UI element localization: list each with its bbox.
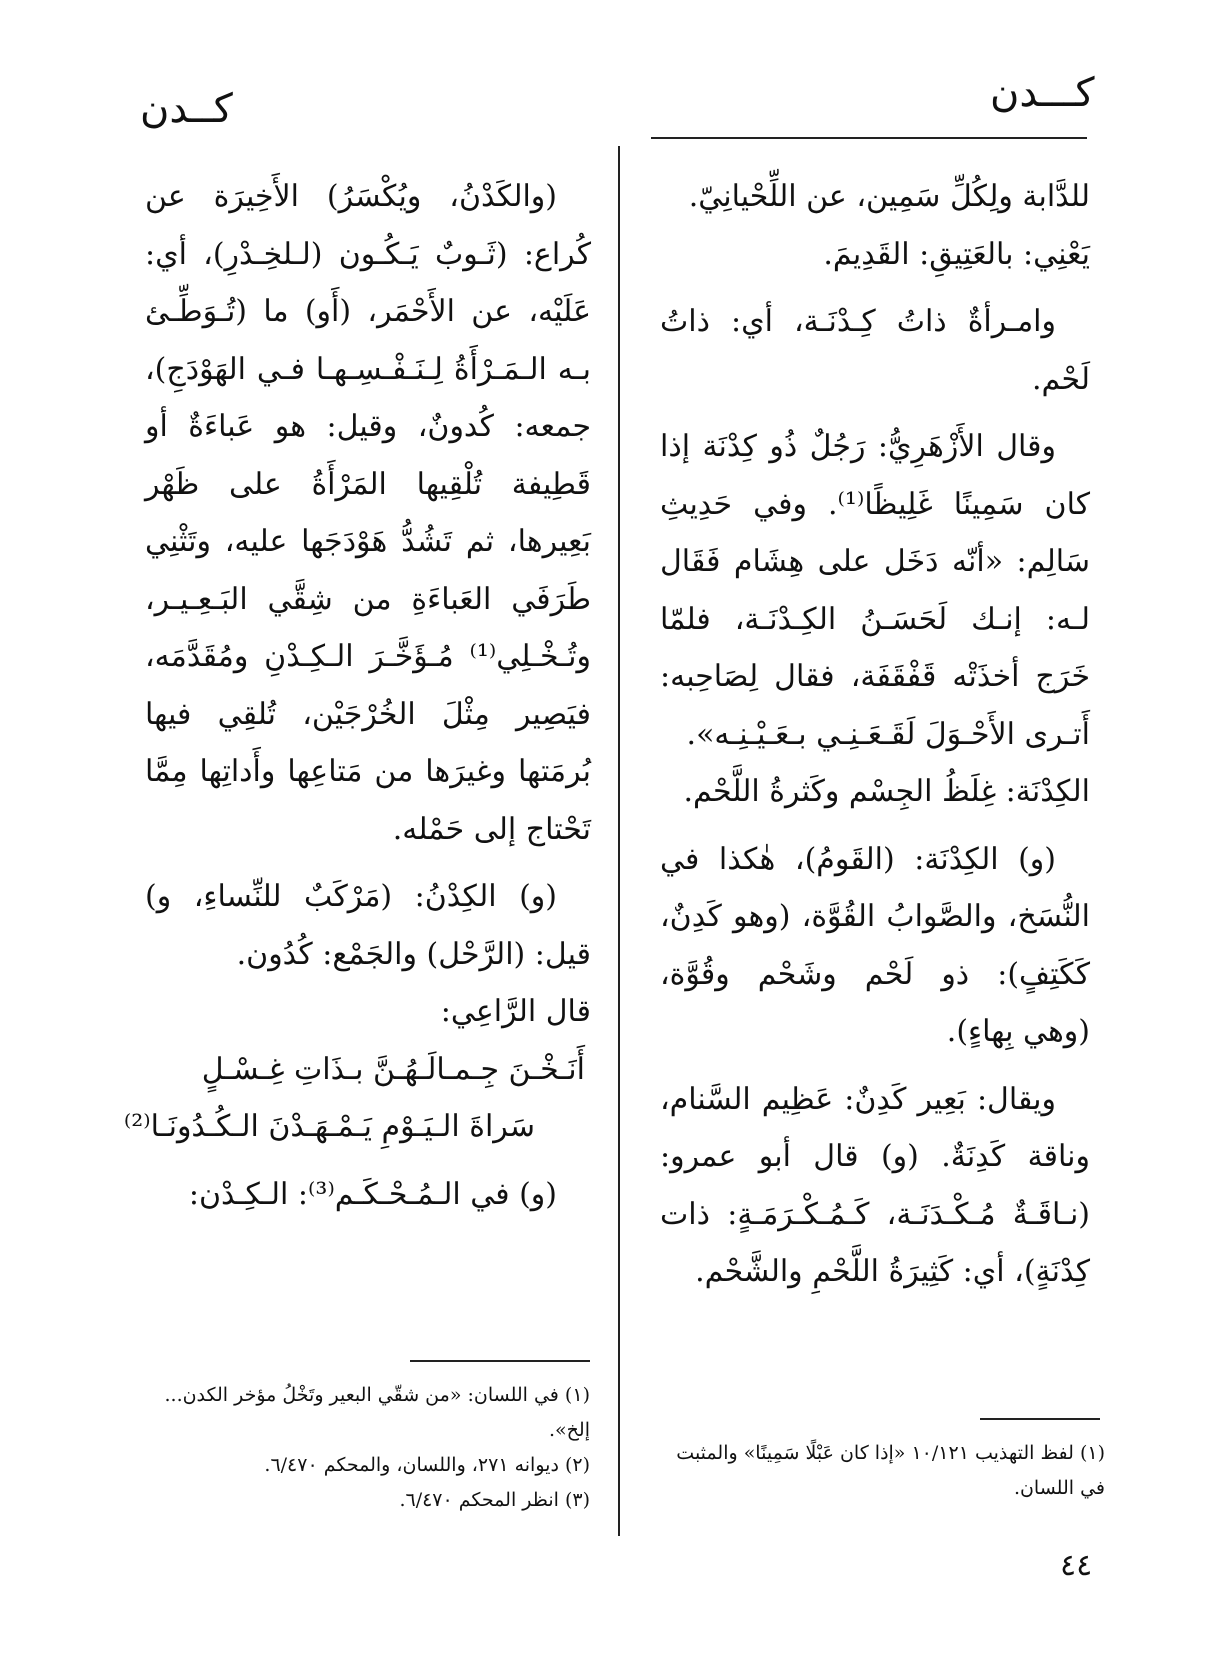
footnote-rule-right xyxy=(980,1418,1100,1420)
paragraph: ويقال: بَعِير كَدِنٌ: عَظِيم السَّنام، وناقة كَدِنَةٌ. (و) قال أبو عمرو: (نـاقَـةٌ مُـكْـدَنَـة، كَـمُـكْـرَمَـةٍ: ذات كِدْنَةٍ)، أي: كَثِيرَةُ اللَّحْمِ والشَّحْم. xyxy=(660,1081,1090,1289)
footnote: (٣) انظر المحكم ٦/٤٧٠. xyxy=(399,1489,590,1511)
page-number: ٤٤ xyxy=(1060,1548,1093,1583)
paragraph: الكِدْنَة: غِلَظُ الجِسْم وكَثرةُ اللَّحْم. xyxy=(683,774,1090,809)
right-column xyxy=(660,168,1090,1301)
footnote: (٢) ديوانه ٢٧١، واللسان، والمحكم ٦/٤٧٠. xyxy=(264,1454,590,1476)
footnote: (١) في اللسان: «من شقّي البعير وتَخْلُ مؤخر الكدن... إلخ». xyxy=(164,1384,590,1441)
footnotes-right xyxy=(660,1436,1105,1506)
footnotes-left xyxy=(145,1378,590,1518)
poetry-verse xyxy=(123,1041,591,1156)
paragraph: وقال الأَزْهَرِيُّ: رَجُلٌ ذُو كِدْنَة إذا كان سَمِينًا غَلِيظًا⁽¹⁾. وفي حَدِيثِ سَالِم: «أنّه دَخَل على هِشَام فَقَال لـه: إنـك لَحَسَـنُ الكِـدْنَـة، فلمّا خَرَج أخذَتْه قَفْقَفَة، فقال لِصَاحِبه: أَتـرى الأَحْـوَلَ لَقَـعَـنِـي بـعَـيْـنِـه». xyxy=(660,429,1090,752)
left-column xyxy=(123,168,591,1223)
verse-hemistich-1: أَنَـخْـنَ جِـمـالَـهُـنَّ بـذَاتِ غِـسْـلٍ xyxy=(201,1051,585,1087)
paragraph: يَعْنِي: بالعَتِيقِ: القَدِيمَ. xyxy=(823,236,1090,272)
column-divider xyxy=(618,146,620,1536)
header-root-word-right: كـــدن xyxy=(990,70,1095,116)
paragraph: (و) الكِدْنُ: (مَرْكَبٌ للنِّساءِ، و) قيل: (الرَّحْل) والجَمْع: كُدُون. xyxy=(145,879,591,972)
paragraph: قال الرَّاعِي: xyxy=(440,994,591,1029)
paragraph: (و) في الـمُـحْـكَـم⁽³⁾: الـكِـدْن: xyxy=(188,1176,557,1212)
header-rule xyxy=(651,137,1087,139)
header-root-word-left: كــدن xyxy=(140,86,233,132)
footnote-rule-left xyxy=(410,1360,590,1362)
footnote: (١) لفظ التهذيب ١٠/١٢١ «إذا كان عَبْلًا سَمِينًا» والمثبت في اللسان. xyxy=(676,1442,1105,1499)
paragraph: وامـرأةٌ ذاتُ كِـدْنَـة، أي: ذاتُ لَحْم. xyxy=(660,304,1090,397)
paragraph: للدَّابة ولِكُلِّ سَمِين، عن اللِّحْيانِيّ. xyxy=(688,179,1090,214)
paragraph: (و) الكِدْنَة: (القَومُ)، هٰكذا في النُّسَخ، والصَّوابُ القُوَّة، (وهو كَدِنٌ، كَكَتِفٍ): ذو لَحْم وشَحْم وقُوَّة، (وهي بِهاءٍ). xyxy=(660,841,1090,1049)
verse-hemistich-2: سَراةَ الـيَـوْمِ يَـمْـهَـدْنَ الـكُـدُونَـا⁽²⁾ xyxy=(123,1109,535,1144)
paragraph: (والكَدْنُ، ويُكْسَرُ) الأَخِيرَة عن كُراع: (ثَـوبٌ يَـكُـون (لـلخِـدْرِ)، أي: عَلَيْه، عن الأَحْمَر، (أَو) ما (تُـوَطِّـئ بـه الـمَـرْأَةُ لِـنَـفْـسِـهـا فـي الهَوْدَجِ)، جمعه: كُدونٌ، وقيل: هو عَباءَةٌ أو قَطِيفة تُلْقِيها المَرْأَةُ على ظَهْر بَعِيرها، ثم تَشُدُّ هَوْدَجَها عليه، وتَثْنِي طَرَفَي العَباءَةِ من شِقَّي البَـعِـيـر، وتُـخْـلِي⁽¹⁾ مُـؤَخَّـرَ الـكِـدْنِ ومُقَدَّمَه، فيَصِير مِثْلَ الخُرْجَيْن، تُلقِي فيها بُرمَتها وغيرَها من مَتاعِها وأَداتِها مِمَّا تَحْتاج إلى حَمْله. xyxy=(145,179,591,847)
